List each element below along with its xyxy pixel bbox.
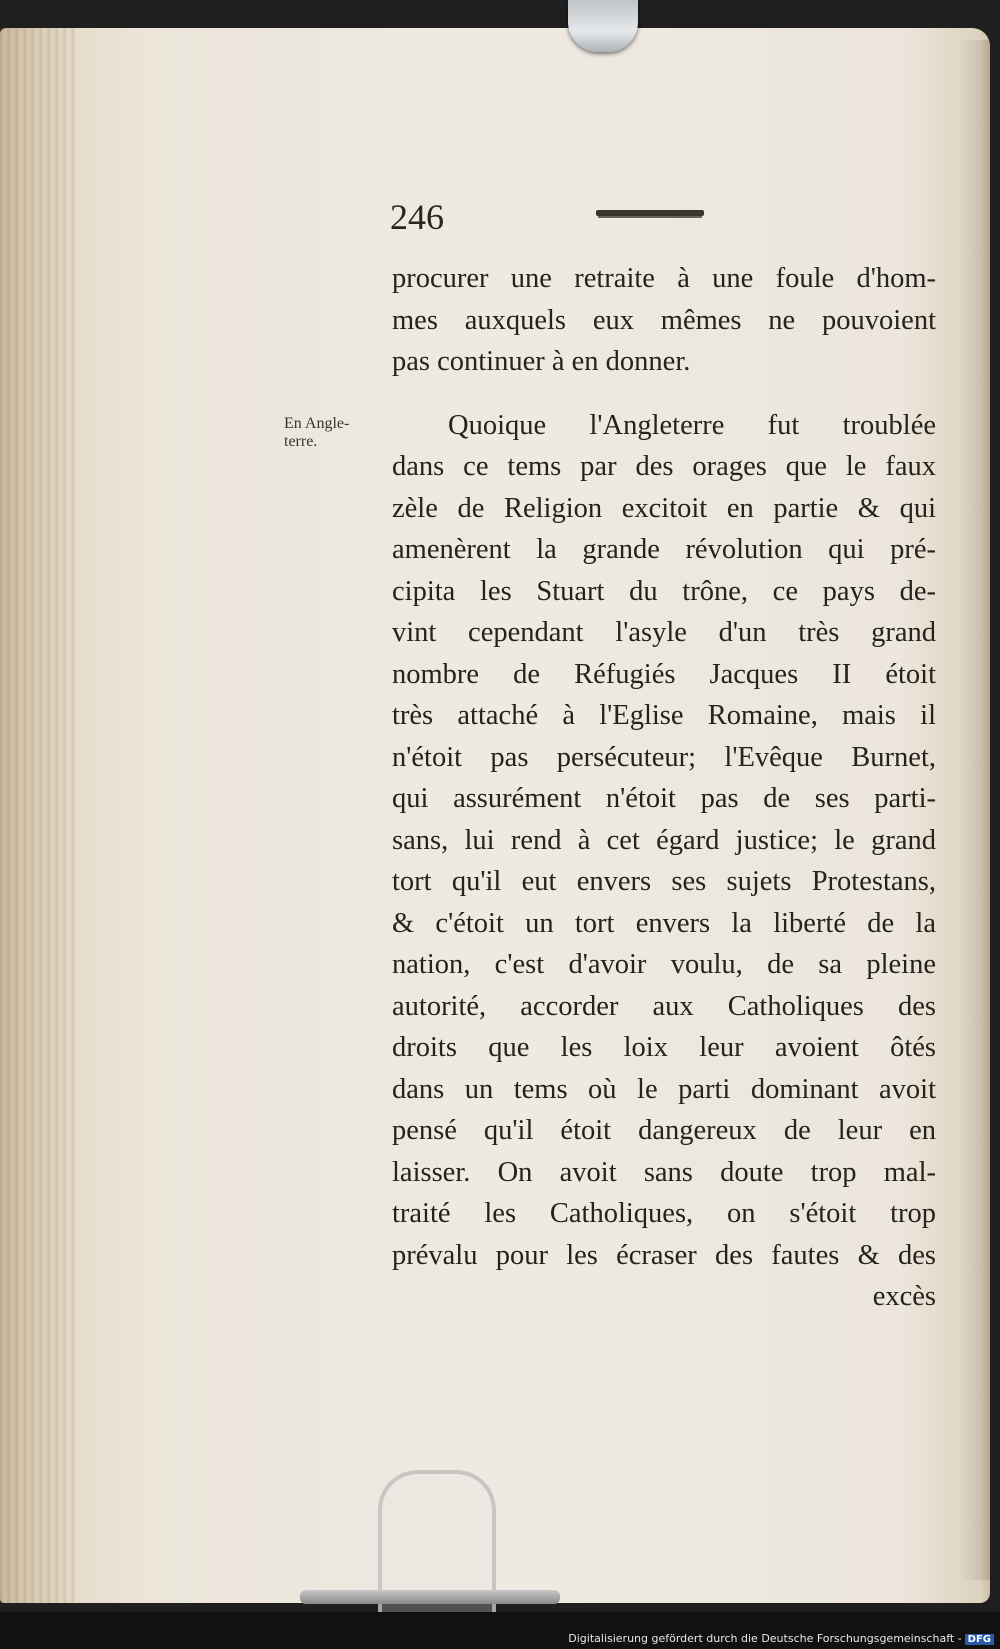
text-line: droits que les loix leur avoient ôtés [392, 1032, 936, 1063]
catchword: excès [872, 1281, 936, 1312]
page-gutter-shadow [960, 40, 990, 1580]
text-line: qui assurément n'étoit pas de ses parti- [392, 783, 936, 814]
text-line: vint cependant l'asyle d'un très grand [392, 617, 936, 648]
dfg-logo-icon: DFG [965, 1634, 994, 1645]
clamp-base [300, 1590, 560, 1604]
text-line: procurer une retraite à une foule d'hom- [392, 263, 936, 294]
text-line: Quoique l'Angleterre fut troublée [448, 409, 936, 441]
text-line: traité les Catholiques, on s'étoit trop [392, 1198, 936, 1229]
text-line: pensé qu'il étoit dangereux de leur en [392, 1115, 936, 1146]
margin-note [284, 415, 394, 451]
text-line: nation, c'est d'avoir voulu, de sa pleine [392, 949, 936, 980]
top-clamp-icon [568, 0, 638, 52]
page-number: 246 [390, 197, 444, 237]
digitization-credit [568, 1632, 994, 1645]
text-line: n'étoit pas persécuteur; l'Evêque Burnet, [392, 741, 936, 773]
header-rule [596, 210, 704, 216]
text-line: cipita les Stuart du trône, ce pays de- [392, 575, 936, 607]
text-line: très attaché à l'Eglise Romaine, mais il [392, 700, 936, 731]
text-line: laisser. On avoit sans doute trop mal- [392, 1156, 936, 1188]
margin-note-line: En Angle- [284, 415, 350, 432]
margin-note-line: terre. [284, 433, 318, 450]
text-line: mes auxquels eux mêmes ne pouvoient [392, 304, 936, 336]
text-line: dans un tems où le parti dominant avoit [392, 1073, 936, 1105]
text-line: pas continuer à en donner. [392, 346, 691, 377]
text-line: sans, lui rend à cet égard justice; le grand [392, 824, 936, 856]
text-line: zèle de Religion excitoit en partie & qui [392, 492, 936, 524]
text-line: nombre de Réfugiés Jacques II étoit [392, 658, 936, 690]
credit-text: Digitalisierung gefördert durch die Deutsche Forschungsgemeinschaft - [568, 1632, 962, 1645]
text-line: prévalu pour les écraser des fautes & des [392, 1239, 936, 1271]
text-line: dans ce tems par des orages que le faux [392, 451, 936, 482]
page-edges [0, 28, 75, 1603]
text-line: tort qu'il eut envers ses sujets Protestans, [392, 866, 936, 897]
text-line: autorité, accorder aux Catholiques des [392, 990, 936, 1022]
text-line: & c'étoit un tort envers la liberté de la [392, 907, 936, 939]
body-text [392, 258, 936, 1318]
text-line: amenèrent la grande révolution qui pré- [392, 534, 936, 565]
